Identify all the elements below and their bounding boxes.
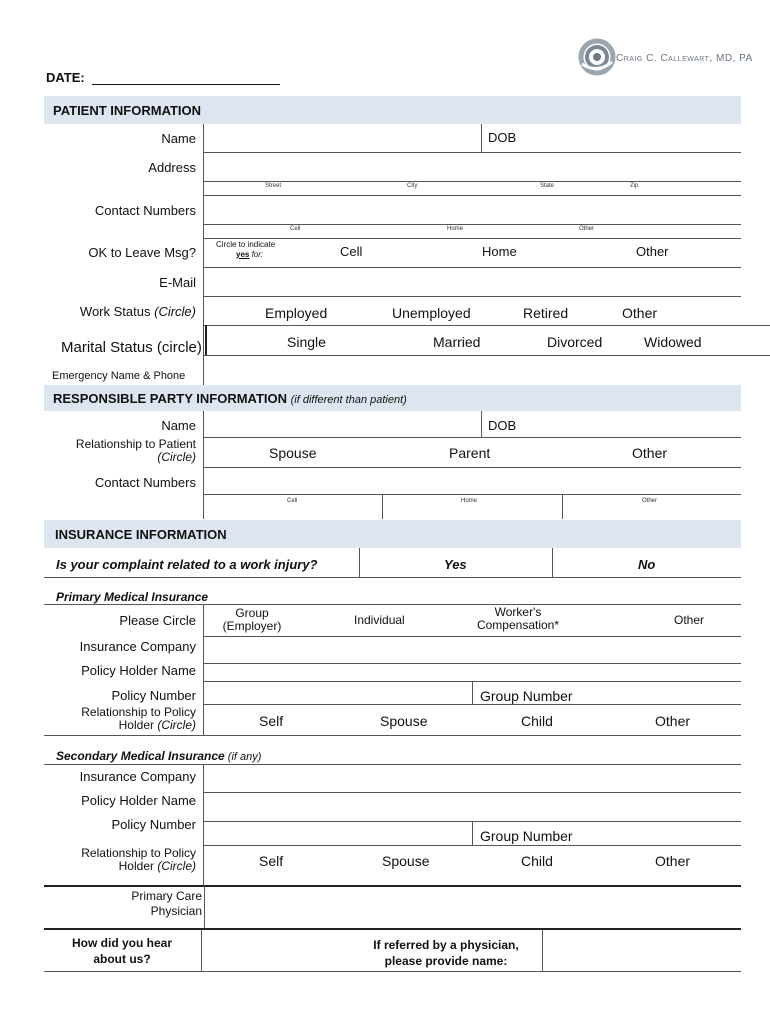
logo-text: Craig C. Callewart, MD, PA bbox=[616, 53, 753, 64]
date-label: DATE: bbox=[46, 70, 85, 85]
marital-option-married[interactable]: Married bbox=[433, 334, 481, 350]
responsible-name-label: Name bbox=[161, 418, 196, 433]
secondary-policy-field[interactable] bbox=[205, 823, 470, 843]
contact-sub-home: Home bbox=[447, 226, 464, 232]
secondary-rel-other[interactable]: Other bbox=[655, 853, 691, 869]
primary-policy-field[interactable] bbox=[205, 683, 470, 703]
primary-rel-other[interactable]: Other bbox=[655, 713, 691, 729]
patient-header: PATIENT INFORMATION bbox=[53, 103, 202, 118]
contact-sub-cell: Cell bbox=[290, 226, 301, 232]
logo-swirl-icon bbox=[578, 38, 616, 76]
ok-leave-msg-label: OK to Leave Msg? bbox=[88, 245, 196, 260]
primary-policy-label: Policy Number bbox=[111, 688, 196, 703]
secondary-insurance-title: Secondary Medical Insurance (if any) bbox=[56, 749, 262, 763]
patient-dob-label: DOB bbox=[488, 130, 517, 145]
msg-option-other[interactable]: Other bbox=[636, 244, 669, 259]
primary-rel-child[interactable]: Child bbox=[521, 713, 553, 729]
ins-type-group[interactable]: Group (Employer) bbox=[222, 606, 282, 633]
address-sub-zip: Zip bbox=[630, 183, 639, 189]
responsible-sub-other: Other bbox=[642, 498, 658, 504]
insurance-header: INSURANCE INFORMATION bbox=[55, 527, 227, 542]
secondary-holder-field[interactable] bbox=[205, 794, 740, 820]
please-circle-label: Please Circle bbox=[119, 613, 196, 628]
secondary-policy-label: Policy Number bbox=[111, 817, 196, 832]
emergency-label: Emergency Name & Phone bbox=[52, 370, 186, 382]
marital-option-widowed[interactable]: Widowed bbox=[644, 334, 702, 350]
work-option-retired[interactable]: Retired bbox=[523, 305, 569, 321]
marital-status-label: Marital Status (circle) bbox=[61, 339, 202, 356]
patient-name-label: Name bbox=[161, 131, 196, 146]
work-status-label: Work Status (Circle) bbox=[79, 304, 196, 319]
responsible-dob-field[interactable] bbox=[520, 413, 740, 437]
ins-type-workers-comp[interactable]: Worker's Compensation* bbox=[476, 605, 560, 632]
work-injury-yes[interactable]: Yes bbox=[444, 557, 467, 572]
primary-company-label: Insurance Company bbox=[79, 639, 196, 654]
secondary-rel-self[interactable]: Self bbox=[259, 853, 284, 869]
work-option-other[interactable]: Other bbox=[622, 305, 658, 321]
responsible-dob-label: DOB bbox=[488, 418, 517, 433]
secondary-group-number-label: Group Number bbox=[480, 828, 573, 844]
patient-name-field[interactable] bbox=[205, 126, 480, 152]
referred-physician-field[interactable] bbox=[545, 931, 740, 969]
how-hear-field[interactable] bbox=[204, 931, 349, 969]
primary-insurance-title: Primary Medical Insurance bbox=[56, 590, 209, 604]
responsible-contact-label: Contact Numbers bbox=[94, 475, 196, 490]
date-field[interactable] bbox=[92, 84, 280, 85]
rel-option-parent[interactable]: Parent bbox=[449, 445, 491, 461]
address-sub-state: State bbox=[540, 183, 555, 189]
secondary-rel-child[interactable]: Child bbox=[521, 853, 553, 869]
patient-dob-field[interactable] bbox=[520, 126, 740, 152]
work-option-employed[interactable]: Employed bbox=[265, 305, 328, 321]
primary-company-field[interactable] bbox=[205, 638, 740, 662]
pcp-field[interactable] bbox=[207, 888, 740, 926]
secondary-company-field[interactable] bbox=[205, 766, 740, 791]
primary-holder-label: Policy Holder Name bbox=[81, 663, 196, 678]
secondary-holder-label: Policy Holder Name bbox=[81, 793, 196, 808]
emergency-field[interactable] bbox=[205, 357, 740, 383]
responsible-header: RESPONSIBLE PARTY INFORMATION (if different than patient) bbox=[53, 391, 407, 406]
address-sub-city: City bbox=[407, 183, 418, 189]
responsible-contact-field[interactable] bbox=[205, 469, 740, 493]
rel-option-spouse[interactable]: Spouse bbox=[269, 445, 317, 461]
msg-option-cell[interactable]: Cell bbox=[340, 244, 363, 259]
primary-group-number-label: Group Number bbox=[480, 688, 573, 704]
marital-option-divorced[interactable]: Divorced bbox=[547, 334, 603, 350]
secondary-relationship-label: Relationship to Policy Holder (Circle) bbox=[81, 846, 196, 873]
how-hear-label: How did you hear about us? bbox=[71, 936, 172, 966]
rel-option-other[interactable]: Other bbox=[632, 445, 668, 461]
primary-holder-field[interactable] bbox=[205, 665, 740, 680]
pcp-label: Primary Care Physician bbox=[131, 889, 202, 918]
work-option-unemployed[interactable]: Unemployed bbox=[392, 305, 471, 321]
contact-numbers-field[interactable] bbox=[205, 197, 740, 223]
primary-relationship-label: Relationship to Policy Holder (Circle) bbox=[81, 705, 196, 732]
secondary-rel-spouse[interactable]: Spouse bbox=[382, 853, 430, 869]
address-label: Address bbox=[148, 160, 196, 175]
ins-type-other[interactable]: Other bbox=[674, 613, 705, 627]
address-sub-street: Street bbox=[265, 183, 282, 189]
primary-rel-spouse[interactable]: Spouse bbox=[380, 713, 428, 729]
msg-option-home[interactable]: Home bbox=[482, 244, 517, 259]
responsible-sub-home: Home bbox=[461, 498, 478, 504]
secondary-company-label: Insurance Company bbox=[79, 769, 196, 784]
responsible-name-field[interactable] bbox=[205, 413, 480, 437]
relationship-patient-label: Relationship to Patient (Circle) bbox=[75, 437, 196, 464]
address-field[interactable] bbox=[205, 154, 740, 180]
contact-numbers-label: Contact Numbers bbox=[94, 203, 196, 218]
responsible-sub-cell: Cell bbox=[287, 498, 298, 504]
email-field[interactable] bbox=[205, 269, 740, 295]
ins-type-individual[interactable]: Individual bbox=[354, 613, 405, 627]
email-label: E-Mail bbox=[159, 275, 196, 290]
marital-option-single[interactable]: Single bbox=[287, 334, 326, 350]
work-injury-no[interactable]: No bbox=[638, 557, 656, 572]
circle-hint: Circle to indicate yes for: bbox=[216, 240, 276, 259]
primary-rel-self[interactable]: Self bbox=[259, 713, 284, 729]
referred-physician-label: If referred by a physician, please provide name: bbox=[373, 938, 519, 968]
work-injury-question: Is your complaint related to a work injury? bbox=[56, 557, 318, 572]
logo bbox=[578, 38, 753, 78]
contact-sub-other: Other bbox=[579, 226, 595, 232]
